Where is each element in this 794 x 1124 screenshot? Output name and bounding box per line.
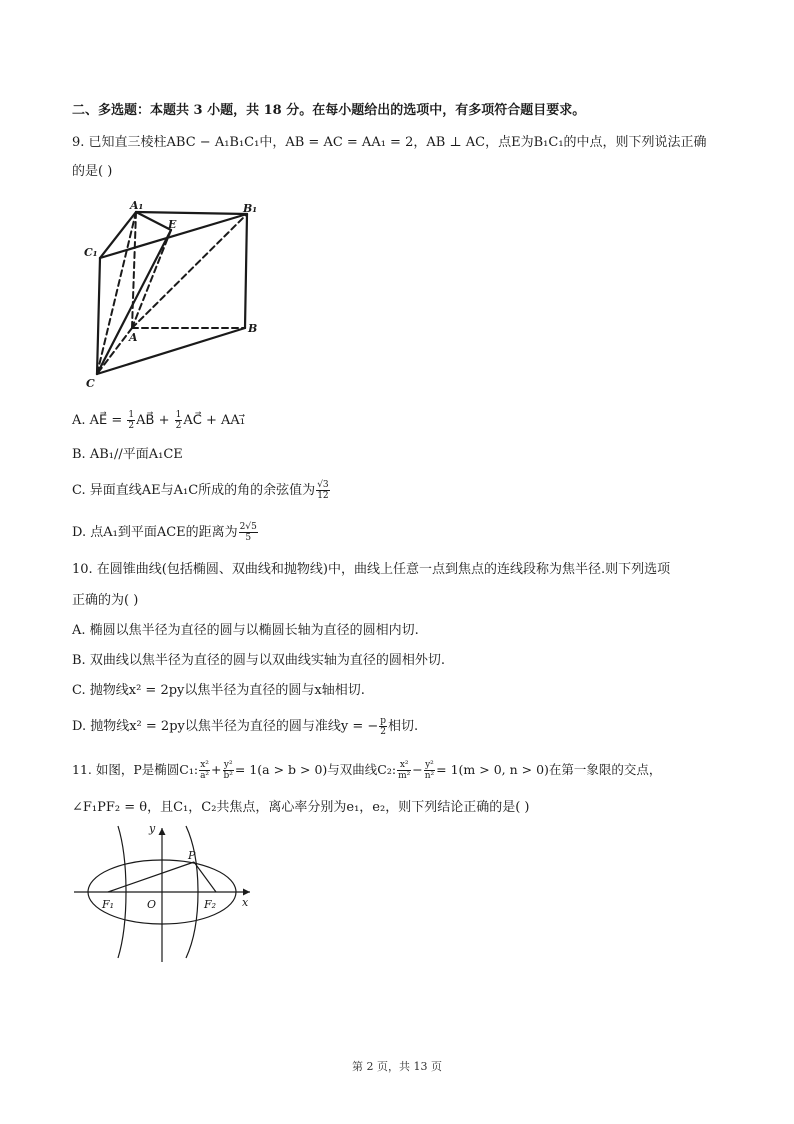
q10-option-d [72,716,418,737]
q10-option-b: B. 双曲线以焦半径为直径的圆与以双曲线实轴为直径的圆相外切. [72,653,445,668]
label-c: C [86,377,95,390]
q10-option-a: A. 椭圆以焦半径为直径的圆与以椭圆长轴为直径的圆相内切. [72,623,419,638]
fraction-numerator: p [380,716,387,726]
q11-stem-line2: ∠F₁PF₂ = θ，且C₁，C₂共焦点，离心率分别为e₁，e₂，则下列结论正确的是( ) [72,800,530,815]
fraction-denominator: 12 [317,491,329,501]
q11-text: + [211,762,222,777]
fraction [316,480,329,501]
edge-a1a-hidden [132,212,136,328]
fraction-numerator: y² [223,760,233,770]
fraction-numerator: 1 [175,410,182,420]
fraction [223,760,234,781]
fraction-denominator: b² [223,771,233,781]
fraction-denominator: 2 [380,727,387,737]
prism-figure [80,198,270,390]
label-p: P [188,849,196,862]
q10-option-d-text: 相切. [388,719,419,734]
fraction-numerator: √3 [317,480,329,490]
label-e: E [168,218,177,231]
label-o: O [147,898,157,911]
fraction [239,522,258,543]
label-a1: A₁ [130,199,144,212]
label-a: A [129,331,138,344]
q9-option-a-text: AB⃗ + [136,413,174,428]
fraction-numerator: x² [397,760,411,771]
ellipse-hyperbola-figure [70,822,260,964]
fraction-denominator: n² [424,771,435,781]
fraction-denominator: 2 [128,421,135,431]
q10-stem-line2: 正确的为( ) [72,593,139,608]
fraction-numerator: y² [425,760,434,770]
label-f2: F₂ [204,898,217,911]
label-y: y [149,822,156,835]
label-x: x [242,896,249,909]
fraction-numerator: 1 [128,410,135,420]
q9-option-d-text: D. 点A₁到平面ACE的距离为 [72,525,238,540]
q9-option-b: B. AB₁//平面A₁CE [72,447,183,462]
q9-option-c [72,480,331,501]
q10-stem-line1: 10. 在圆锥曲线(包括椭圆、双曲线和抛物线)中，曲线上任意一点到焦点的连线段称为焦半径.则下列选项 [72,562,671,577]
q10-option-d-text: D. 抛物线x² = 2py以焦半径为直径的圆与准线y = − [72,719,379,734]
q11-text: = 1(m > 0, n > 0)在第一象限的交点， [436,762,662,777]
q9-option-a-text: AC⃗ + AA₁⃗ [183,413,245,428]
label-b1: B₁ [243,202,258,215]
fraction-numerator: 2√5 [239,522,257,532]
fraction [175,410,183,431]
fraction [199,760,210,781]
edge-b1b [245,214,247,328]
label-c1: C₁ [84,246,98,259]
q9-option-a-text: A. AE⃗ = [72,413,127,428]
fraction [424,760,435,781]
page-footer: 第 2 页，共 13 页 [352,1060,442,1073]
q9-stem-line2: 的是( ) [72,164,113,179]
fraction [379,716,387,737]
q9-option-c-text: C. 异面直线AE与A₁C所成的角的余弦值为 [72,483,316,498]
q11-text: 11. 如图，P是椭圆C₁: [72,762,199,777]
segment-ae-hidden [132,230,171,328]
fraction-denominator: a² [200,771,210,781]
edge-cb [97,328,245,374]
q9-option-d [72,522,259,543]
q10-option-c: C. 抛物线x² = 2py以焦半径为直径的圆与x轴相切. [72,683,365,698]
q9-stem-line1: 9. 已知直三棱柱ABC − A₁B₁C₁中，AB = AC = AA₁ = 2，AB ⊥ AC，点E为B₁C₁的中点，则下列说法正确 [72,135,707,150]
fraction [127,410,135,431]
fraction-denominator: m² [398,771,411,781]
label-f1: F₁ [102,898,115,911]
segment-a1e [136,212,171,230]
section-heading: 二、多选题：本题共 3 小题，共 18 分。在每小题给出的选项中，有多项符合题目要求。 [72,103,586,118]
q11-stem-line1 [72,760,661,781]
q11-text: = 1(a > b > 0)与双曲线C₂: [234,762,397,777]
edge-a1b1 [136,212,247,214]
fraction [397,760,411,781]
edge-c1c [97,258,100,374]
label-b: B [248,322,258,335]
q9-option-a [72,410,245,431]
q11-text: − [412,762,423,777]
fraction-denominator: 2 [175,421,182,431]
fraction-numerator: x² [200,760,209,770]
segment-f1p [108,862,194,892]
fraction-denominator: 5 [245,533,252,543]
